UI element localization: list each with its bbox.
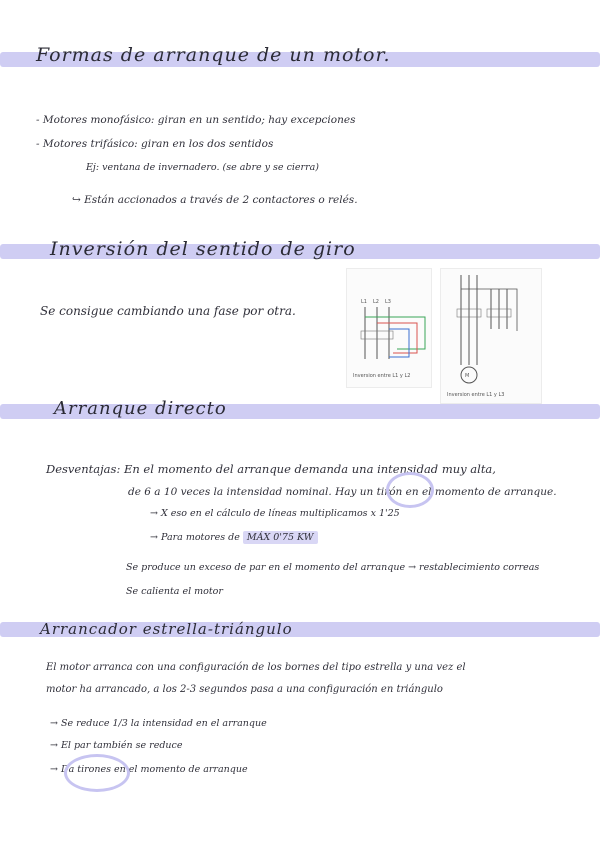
bullet-trifasico: - Motores trifásico: giran en los dos sentidos (36, 138, 274, 150)
diagram-inversion-l1-l3 (440, 268, 542, 404)
svg-text:M: M (465, 373, 470, 379)
diagram1-label-l3: L3 (385, 299, 391, 305)
diagram1-label-l1: L1 (361, 299, 367, 305)
heading-arranque-directo: Arranque directo (54, 398, 227, 419)
desventajas-line-1: Desventajas: En el momento del arranque demanda una intensidad muy alta, (46, 462, 496, 476)
estrella-line-1: El motor arranca con una configuración de los bornes del tipo estrella y una vez el (46, 662, 466, 673)
motores-maximo (150, 532, 318, 543)
bullet-monofasico: - Motores monofásico: giran en un sentido; hay excepciones (36, 114, 356, 126)
motores-maximo-prefix: → Para motores de (150, 532, 240, 543)
diagram2-caption: Inversion entre L1 y L3 (447, 392, 505, 398)
diagram1-label-l2: L2 (373, 299, 379, 305)
arrow-tirones: → Da tirones en el momento de arranque (50, 764, 248, 775)
diagram1-caption: Inversion entre L1 y L2 (353, 373, 411, 379)
calculo-lineas: → X eso en el cálculo de líneas multiplicamos x 1'25 (150, 508, 400, 519)
diagram-inversion-l1-l2 (346, 268, 432, 388)
calienta-motor: Se calienta el motor (126, 586, 223, 597)
heading-inversion-giro: Inversión del sentido de giro (50, 238, 356, 260)
exceso-par: Se produce un exceso de par en el momento del arranque → restablecimiento correas (126, 562, 540, 573)
desventajas-line-2: de 6 a 10 veces la intensidad nominal. Hay un tirón en el momento de arranque. (128, 486, 557, 498)
heading-formas-arranque: Formas de arranque de un motor. (36, 44, 391, 66)
arrow-contactores: ↪ Están accionados a través de 2 contactores o relés. (72, 194, 358, 206)
example-invernadero: Ej: ventana de invernadero. (se abre y se cierra) (86, 162, 320, 173)
text-cambiando-fase: Se consigue cambiando una fase por otra. (40, 304, 296, 318)
highlight-max-kw: MÁX 0'75 KW (243, 531, 318, 544)
arrow-reduce-intensidad: → Se reduce 1/3 la intensidad en el arranque (50, 718, 267, 729)
circle-tiron (386, 472, 434, 508)
circle-da-tirones (64, 754, 130, 792)
estrella-line-2: motor ha arrancado, a los 2-3 segundos pasa a una configuración en triángulo (46, 684, 443, 695)
arrow-par-reduce: → El par también se reduce (50, 740, 183, 751)
heading-estrella-triangulo: Arrancador estrella-triángulo (40, 620, 293, 638)
